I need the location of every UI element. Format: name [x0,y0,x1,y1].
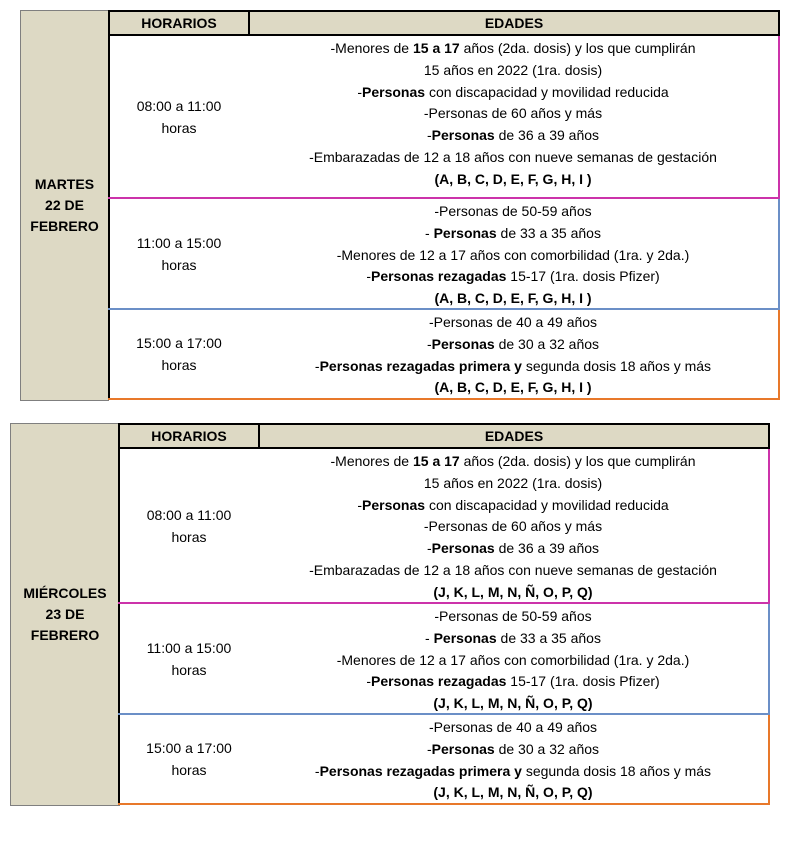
age-group-line [248,334,778,356]
text-segment: de 33 a 35 años [496,224,601,241]
text-segment: - [426,335,432,352]
age-group-line [258,582,768,604]
age-group-line [248,169,778,191]
text-segment: Personas [431,127,495,144]
text-segment: Personas rezagadas primera y [319,762,522,779]
text-segment: de 30 a 32 años [494,740,600,757]
text-segment: con discapacidad y movilidad reducida [425,83,669,100]
day-number: 22 DE [45,197,84,213]
age-group-line [258,473,768,495]
time-range: 11:00 a 15:00 [146,639,232,656]
text-segment: de 30 a 32 años [494,335,600,352]
age-group-line [258,538,768,560]
day-number: 23 DE [45,606,85,622]
text-segment: -Personas de 60 años y más [423,518,603,535]
text-segment: - [426,540,432,557]
time-unit: horas [161,119,197,136]
text-segment: (A, B, C, D, E, F, G, H, I ) [434,170,592,187]
age-group-line [258,761,768,783]
time-cell [108,310,248,398]
text-segment: -Menores de [330,40,413,56]
text-segment: (J, K, L, M, N, Ñ, O, P, Q) [433,695,593,712]
day-cell-wednesday [10,423,120,806]
ages-cell [258,449,768,602]
age-group-line [258,606,768,628]
day-name: MARTES [34,176,95,192]
ages-cell [248,36,778,197]
table-row [108,36,780,199]
age-group-line [258,516,768,538]
text-segment: (A, B, C, D, E, F, G, H, I ) [434,379,592,396]
table-header [108,10,780,36]
text-segment: -Embarazadas de 12 a 18 años con nueve semanas de gestación [309,148,717,165]
text-segment: -Personas de 40 a 49 años [428,314,598,330]
ages-cell [258,604,768,713]
text-segment: -Menores de [330,453,413,469]
age-group-line [248,125,778,147]
text-segment: - [314,762,320,779]
text-segment: de 36 a 39 años [494,540,600,557]
text-segment: -Personas de 50-59 años [434,608,592,624]
text-segment: años (2da. dosis) y los que cumplirán [459,453,696,469]
text-segment: -Personas de 40 a 49 años [428,719,598,735]
text-segment: de 33 a 35 años [496,629,601,646]
age-group-line [248,312,778,334]
text-segment: -Menores de 12 a 17 años con comorbilidad (1ra. y 2da.) [336,246,690,263]
text-segment: Personas [433,224,497,241]
text-segment: de 36 a 39 años [494,127,600,144]
text-segment: - [366,673,371,690]
day-month: FEBRERO [30,627,100,643]
time-range: 15:00 a 17:00 [136,335,222,351]
text-segment: 15-17 (1ra. dosis Pfizer) [506,268,660,285]
age-group-line [248,377,778,399]
age-group-line [248,245,778,267]
table-row [118,715,770,805]
age-group-line [258,671,768,693]
age-group-line [248,60,778,82]
text-segment: (J, K, L, M, N, Ñ, O, P, Q) [433,583,593,600]
text-segment: Personas [431,740,495,757]
table-row [108,199,780,310]
age-group-line [248,82,778,104]
text-segment: - [366,268,371,285]
time-cell [108,199,248,308]
text-segment: Personas rezagadas primera y [319,357,522,374]
time-range: 08:00 a 11:00 [136,97,222,114]
text-segment: 15 años en 2022 (1ra. dosis) [423,474,603,491]
day-month: FEBRERO [30,218,99,234]
text-segment: - [314,357,320,374]
text-segment: - [426,740,432,757]
time-range: 11:00 a 15:00 [136,234,222,251]
text-segment: (A, B, C, D, E, F, G, H, I ) [434,290,592,307]
text-segment: - [425,629,434,646]
age-group-line [248,38,778,60]
age-group-line [258,693,768,715]
text-segment: Personas [362,83,426,100]
time-cell [118,715,258,803]
age-group-line [258,650,768,672]
table-row [108,310,780,400]
text-segment: - [426,127,432,144]
table-row [118,604,770,715]
time-unit: horas [171,762,207,778]
ages-cell [248,310,778,398]
age-group-line [248,266,778,288]
time-cell [118,604,258,713]
time-unit: horas [161,256,197,273]
text-segment: - [357,83,363,100]
text-segment: Personas [431,335,495,352]
age-group-line [248,147,778,169]
age-group-line [258,717,768,739]
text-segment: segunda dosis 18 años y más [521,762,712,779]
text-segment: Personas [431,540,495,557]
text-segment: -Personas de 60 años y más [423,105,603,122]
time-range: 08:00 a 11:00 [146,506,232,523]
table-header [118,423,770,449]
day-name: MIÉRCOLES [23,585,107,601]
text-segment: con discapacidad y movilidad reducida [425,496,669,513]
time-cell [118,449,258,602]
header-edades: EDADES [484,15,544,31]
text-segment: -Menores de 12 a 17 años con comorbilidad (1ra. y 2da.) [336,651,690,668]
age-group-line [248,223,778,245]
text-segment: - [425,224,434,241]
time-unit: horas [171,528,207,545]
text-segment: Personas rezagadas [370,268,507,285]
text-segment: -Personas de 50-59 años [434,203,592,219]
time-unit: horas [171,661,207,678]
text-segment: 15 años en 2022 (1ra. dosis) [423,61,603,78]
age-group-line [258,495,768,517]
age-group-line [248,356,778,378]
text-segment: - [357,496,363,513]
header-horarios: HORARIOS [110,12,250,34]
age-group-line [248,288,778,310]
age-group-line [258,628,768,650]
text-segment: Personas [362,496,426,513]
age-group-line [258,560,768,582]
text-segment: segunda dosis 18 años y más [521,357,712,374]
age-group-line [258,739,768,761]
time-cell [108,36,248,197]
age-group-line [258,782,768,804]
text-segment: 15-17 (1ra. dosis Pfizer) [506,673,660,690]
text-segment: 15 a 17 [412,453,460,469]
time-range: 15:00 a 17:00 [146,740,232,756]
ages-cell [248,199,778,308]
age-group-line [258,451,768,473]
header-edades: EDADES [484,428,544,444]
time-unit: horas [161,357,197,373]
ages-cell [258,715,768,803]
text-segment: Personas rezagadas [370,673,507,690]
age-group-line [248,201,778,223]
table-row [118,449,770,604]
text-segment: (J, K, L, M, N, Ñ, O, P, Q) [433,784,593,801]
day-cell-tuesday [20,10,109,401]
header-horarios: HORARIOS [120,425,260,447]
age-group-line [248,103,778,125]
text-segment: -Embarazadas de 12 a 18 años con nueve semanas de gestación [309,561,717,578]
text-segment: 15 a 17 [412,40,460,56]
text-segment: Personas [433,629,497,646]
text-segment: años (2da. dosis) y los que cumplirán [459,40,696,56]
